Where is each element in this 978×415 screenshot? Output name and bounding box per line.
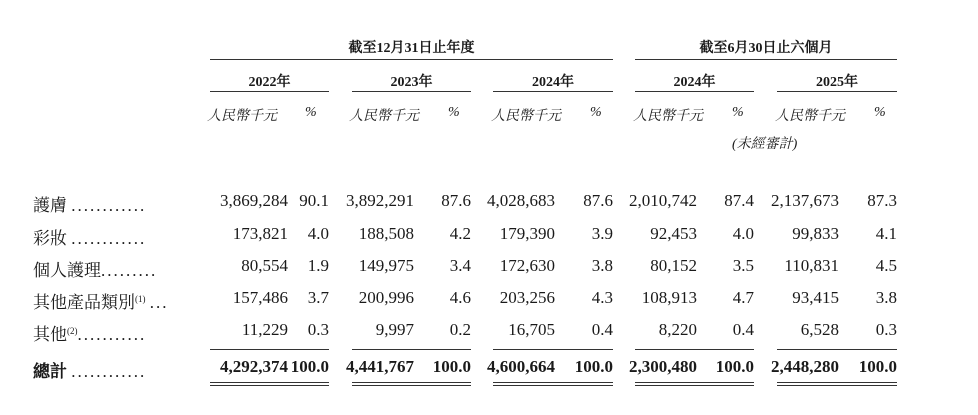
year-header-2025-interim: 2025年: [816, 75, 858, 90]
year-underline: [777, 91, 897, 92]
table-cell: 93,415: [792, 288, 839, 307]
unit-header: 人民幣千元: [349, 109, 419, 124]
table-cell: 2,300,480: [629, 357, 697, 376]
unit-header: 人民幣千元: [775, 109, 845, 124]
table-cell: 1.9: [307, 256, 329, 275]
pct-header: %: [732, 105, 744, 120]
table-cell: 2,010,742: [629, 191, 697, 210]
table-cell: 6,528: [800, 320, 839, 339]
table-cell: 149,975: [358, 256, 414, 275]
pct-header: %: [874, 105, 886, 120]
unit-header: 人民幣千元: [491, 109, 561, 124]
table-cell: 173,821: [232, 224, 288, 243]
pct-header: %: [305, 105, 317, 120]
table-cell: 4,028,683: [487, 191, 555, 210]
row-label-other-categories: 其他產品類別$^{(1)}$ ...: [33, 293, 169, 312]
unit-header: 人民幣千元: [207, 109, 277, 124]
group-annual-underline: [210, 59, 613, 60]
unaudited-note: (未經審計): [732, 137, 798, 152]
year-header-2024-interim: 2024年: [673, 75, 716, 90]
total-rule-top: [210, 349, 329, 350]
table-cell: 3.8: [875, 288, 897, 307]
total-rule-top: [777, 349, 897, 350]
header-group-annual: 截至12月31日止年度: [348, 41, 475, 56]
table-cell: 100.0: [574, 357, 613, 376]
table-cell: 2,448,280: [771, 357, 839, 376]
table-cell: 4.0: [307, 224, 329, 243]
total-rule-double: [777, 385, 897, 386]
total-rule-double: [777, 382, 897, 383]
total-rule-top: [635, 349, 754, 350]
table-cell: 108,913: [641, 288, 697, 307]
pct-header: %: [590, 105, 602, 120]
table-cell: 3.9: [591, 224, 613, 243]
year-header-2023: 2023年: [390, 75, 433, 90]
total-rule-double: [210, 382, 329, 383]
total-rule-double: [493, 382, 613, 383]
table-cell: 87.6: [441, 191, 471, 210]
year-underline: [352, 91, 471, 92]
year-underline: [635, 91, 754, 92]
table-cell: 87.4: [724, 191, 754, 210]
total-rule-double: [210, 385, 329, 386]
table-cell: 0.4: [732, 320, 754, 339]
table-cell: 4.5: [875, 256, 897, 275]
table-cell: 4.7: [732, 288, 754, 307]
row-label-others: 其他$^{(2)}$...........: [33, 325, 147, 344]
total-rule-double: [352, 382, 471, 383]
table-cell: 0.4: [591, 320, 613, 339]
table-cell: 0.3: [875, 320, 897, 339]
table-cell: 2,137,673: [771, 191, 839, 210]
table-cell: 3,869,284: [220, 191, 288, 210]
table-cell: 87.6: [583, 191, 613, 210]
row-label-skincare: 護膚 ............: [33, 196, 147, 215]
total-rule-double: [635, 382, 754, 383]
table-cell: 4.6: [449, 288, 471, 307]
row-label-total: 總計 ............: [33, 362, 147, 381]
row-label-personal-care: 個人護理.........: [33, 261, 158, 280]
unit-header: 人民幣千元: [633, 109, 703, 124]
table-cell: 4.3: [591, 288, 613, 307]
total-rule-top: [352, 349, 471, 350]
table-cell: 3.5: [732, 256, 754, 275]
table-cell: 100.0: [858, 357, 897, 376]
year-header-2024: 2024年: [532, 75, 574, 90]
table-cell: 200,996: [358, 288, 414, 307]
table-cell: 179,390: [499, 224, 555, 243]
table-cell: 92,453: [650, 224, 697, 243]
table-cell: 3.7: [307, 288, 329, 307]
table-cell: 100.0: [290, 357, 329, 376]
row-label-makeup: 彩妝 ............: [33, 229, 147, 248]
table-cell: 99,833: [792, 224, 839, 243]
table-cell: 90.1: [299, 191, 329, 210]
table-cell: 11,229: [241, 320, 288, 339]
total-rule-double: [493, 385, 613, 386]
table-cell: 8,220: [658, 320, 697, 339]
table-cell: 157,486: [232, 288, 288, 307]
table-cell: 4,441,767: [346, 357, 414, 376]
year-header-2022: 2022年: [248, 75, 291, 90]
table-cell: 4,292,374: [220, 357, 288, 376]
table-cell: 87.3: [867, 191, 897, 210]
table-cell: 100.0: [715, 357, 754, 376]
header-group-interim: 截至6月30日止六個月: [699, 41, 833, 56]
table-cell: 16,705: [508, 320, 555, 339]
table-cell: 110,831: [784, 256, 839, 275]
table-cell: 188,508: [358, 224, 414, 243]
table-cell: 3.4: [449, 256, 471, 275]
table-cell: 80,152: [650, 256, 697, 275]
year-underline: [210, 91, 329, 92]
table-cell: 9,997: [375, 320, 414, 339]
group-interim-underline: [635, 59, 897, 60]
table-cell: 0.2: [449, 320, 471, 339]
table-cell: 100.0: [432, 357, 471, 376]
table-cell: 3,892,291: [346, 191, 414, 210]
total-rule-top: [493, 349, 613, 350]
total-rule-double: [635, 385, 754, 386]
pct-header: %: [448, 105, 460, 120]
table-cell: 4.1: [875, 224, 897, 243]
table-cell: 80,554: [241, 256, 288, 275]
table-cell: 4.0: [732, 224, 754, 243]
table-cell: 4.2: [449, 224, 471, 243]
table-cell: 4,600,664: [487, 357, 555, 376]
table-cell: 172,630: [499, 256, 555, 275]
year-underline: [493, 91, 613, 92]
table-cell: 0.3: [307, 320, 329, 339]
total-rule-double: [352, 385, 471, 386]
table-cell: 203,256: [499, 288, 555, 307]
table-cell: 3.8: [591, 256, 613, 275]
